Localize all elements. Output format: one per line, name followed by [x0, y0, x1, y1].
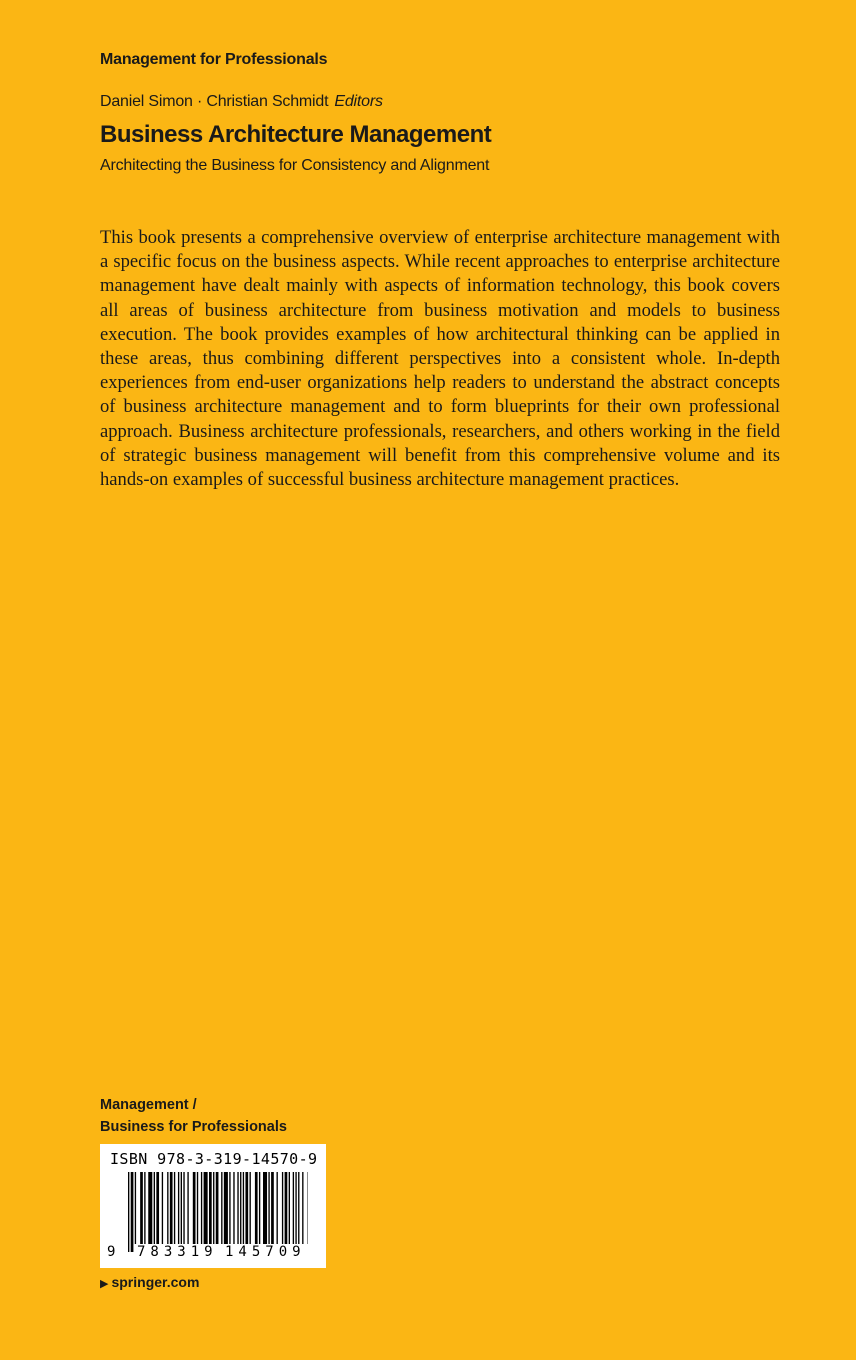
barcode-bar: [245, 1172, 248, 1244]
barcode-bar: [229, 1172, 230, 1244]
barcode-bar: [144, 1172, 145, 1244]
barcode-bar: [293, 1172, 294, 1244]
isbn-barcode: [100, 1144, 326, 1268]
barcode-bar: [135, 1172, 136, 1244]
series-title: Management for Professionals: [100, 51, 328, 68]
category-line-2: Business for Professionals: [100, 1119, 287, 1135]
barcode-bar: [131, 1172, 134, 1252]
isbn-text: ISBN 978-3-319-14570-9: [110, 1150, 318, 1168]
publisher-link[interactable]: [100, 1274, 199, 1290]
barcode-bar: [237, 1172, 238, 1244]
barcode-digit-group-2: 145709: [225, 1244, 306, 1260]
barcode-bars: [128, 1172, 308, 1252]
barcode-bar: [295, 1172, 296, 1244]
barcode-bar: [263, 1172, 267, 1244]
barcode-bar: [302, 1172, 303, 1244]
barcode-bar: [197, 1172, 198, 1244]
barcode-bar: [140, 1172, 143, 1244]
category-line-1: Management /: [100, 1097, 197, 1113]
barcode-bar: [181, 1172, 182, 1244]
barcode-bar: [174, 1172, 175, 1244]
barcode-bar: [289, 1172, 290, 1244]
editors-role: Editors: [334, 93, 383, 110]
barcode-bar: [224, 1172, 228, 1244]
subject-category: [100, 1094, 287, 1138]
barcode-bar: [250, 1172, 251, 1244]
barcode-bar: [298, 1172, 299, 1244]
barcode-bar: [255, 1172, 258, 1244]
barcode-bar: [183, 1172, 184, 1244]
barcode-lead-digit: 9: [107, 1244, 116, 1260]
triangle-right-icon: ▶: [100, 1278, 109, 1290]
barcode-bar: [277, 1172, 278, 1244]
publisher-url: springer.com: [111, 1274, 200, 1290]
book-title: Business Architecture Management: [100, 121, 492, 148]
barcode-bar: [148, 1172, 152, 1244]
barcode-bar: [209, 1172, 212, 1244]
barcode-bar: [187, 1172, 188, 1244]
barcode-bar: [201, 1172, 202, 1244]
editors-line: [100, 93, 383, 111]
barcode-bar: [233, 1172, 234, 1244]
barcode-bar: [240, 1172, 241, 1252]
barcode-bar: [221, 1172, 222, 1244]
barcode-bar: [193, 1172, 196, 1244]
barcode-bar: [167, 1172, 168, 1244]
barcode-bar: [213, 1172, 214, 1244]
barcode-bar: [282, 1172, 283, 1244]
barcode-bar: [268, 1172, 269, 1244]
barcode-bar: [243, 1172, 244, 1244]
barcode-bar: [170, 1172, 173, 1244]
barcode-bar: [154, 1172, 155, 1244]
barcode-bar: [271, 1172, 274, 1244]
barcode-bar: [156, 1172, 159, 1244]
barcode-digit-group-1: 783319: [137, 1244, 218, 1260]
barcode-bar: [285, 1172, 288, 1244]
barcode-bar: [216, 1172, 219, 1244]
book-description: This book presents a comprehensive overview of enterprise architecture management with a specific focus on the business aspects. While recent approaches to enterprise architecture management have dealt mainly with aspects of information technology, this book covers all areas of business architecture from business motivation and models to business execution. The book provides examples of how architectural thinking can be applied in these areas, thus combining different perspectives into a consistent whole. In-depth experiences from end-user organizations help readers to understand the abstract concepts of business architecture management and to form blueprints for their own professional approach. Business architecture professionals, researchers, and others working in the field of strategic business management will benefit from this comprehensive volume and its hands-on examples of successful business architecture management practices.: [100, 227, 780, 491]
barcode-bar: [178, 1172, 179, 1244]
book-subtitle: Architecting the Business for Consistency and Alignment: [100, 157, 490, 174]
barcode-bar: [128, 1172, 129, 1252]
editor-names: Daniel Simon · Christian Schmidt: [100, 93, 329, 110]
barcode-bar: [162, 1172, 163, 1244]
barcode-bar: [204, 1172, 208, 1244]
barcode-bar: [259, 1172, 260, 1244]
